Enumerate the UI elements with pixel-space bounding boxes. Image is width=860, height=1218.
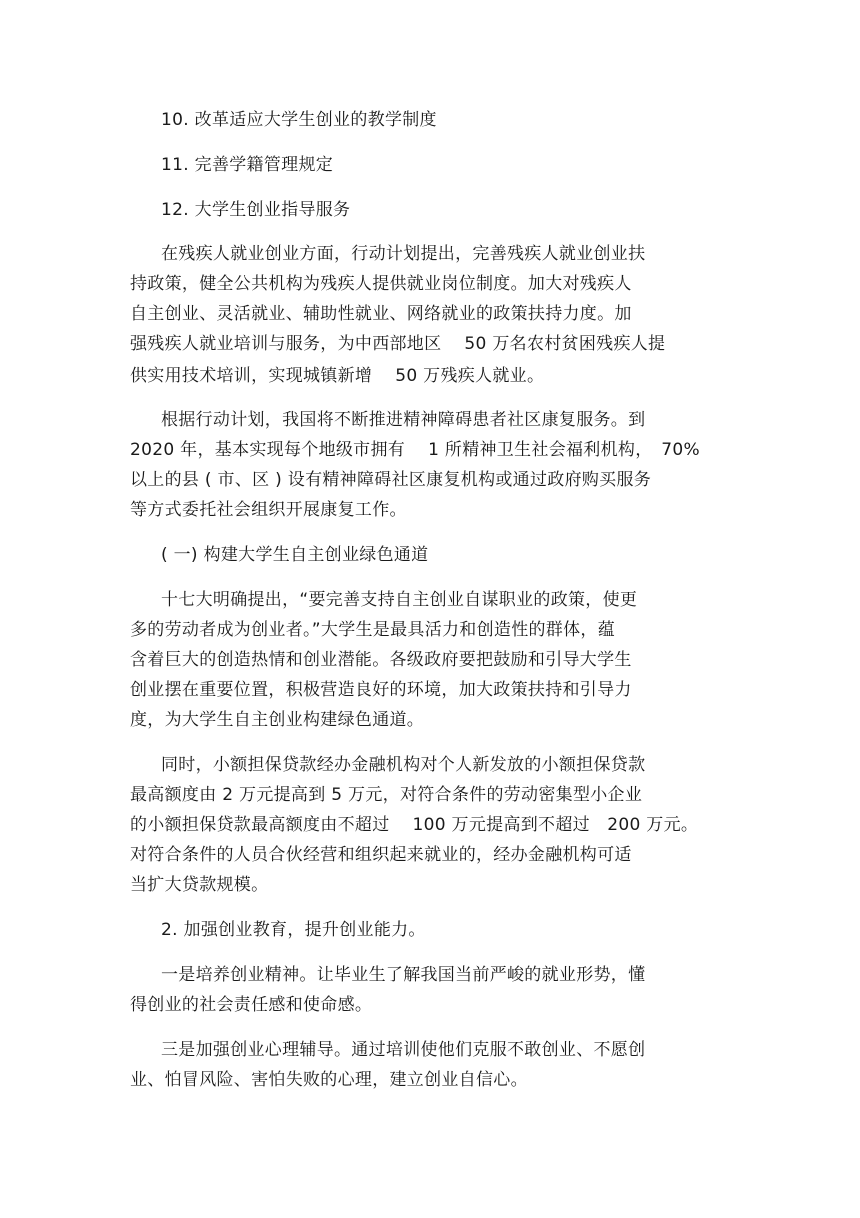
text-line: 11. 完善学籍管理规定: [161, 155, 334, 175]
text-line: 在残疾人就业创业方面，行动计划提出，完善残疾人就业创业扶: [161, 244, 646, 264]
text-line: 2020 年，基本实现每个地级市拥有 1 所精神卫生社会福利机构， 70%: [130, 440, 700, 460]
text-line: 的小额担保贷款最高额度由不超过 100 万元提高到不超过 200 万元。: [130, 815, 699, 835]
text-line: 2. 加强创业教育，提升创业能力。: [161, 920, 426, 940]
text-line: 对符合条件的人员合伙经营和组织起来就业的，经办金融机构可适: [130, 845, 632, 865]
text-line: 根据行动计划，我国将不断推进精神障碍患者社区康复服务。到: [161, 410, 646, 430]
text-line: 度，为大学生自主创业构建绿色通道。: [130, 710, 425, 730]
text-line: 同时，小额担保贷款经办金融机构对个人新发放的小额担保贷款: [161, 755, 646, 775]
text-line: 等方式委托社会组织开展康复工作。: [130, 500, 407, 520]
text-line: 业、怕冒风险、害怕失败的心理，建立创业自信心。: [130, 1070, 528, 1090]
text-line: 强残疾人就业培训与服务，为中西部地区 50 万名农村贫困残疾人提: [130, 334, 666, 354]
text-line: 得创业的社会责任感和使命感。: [130, 995, 373, 1015]
text-line: 以上的县 ( 市、区 ) 设有精神障碍社区康复机构或通过政府购买服务: [130, 470, 652, 490]
text-line: 十七大明确提出，“要完善支持自主创业自谋职业的政策，使更: [161, 590, 638, 610]
text-line: 10. 改革适应大学生创业的教学制度: [161, 110, 437, 130]
text-line: 12. 大学生创业指导服务: [161, 200, 351, 220]
text-line: 创业摆在重要位置，积极营造良好的环境，加大政策扶持和引导力: [130, 680, 632, 700]
text-line: 当扩大贷款规模。: [130, 875, 269, 895]
text-line: 持政策，健全公共机构为残疾人提供就业岗位制度。加大对残疾人: [130, 274, 632, 294]
text-line: 供实用技术培训，实现城镇新增 50 万残疾人就业。: [130, 366, 545, 386]
text-line: 最高额度由 2 万元提高到 5 万元，对符合条件的劳动密集型小企业: [130, 785, 643, 805]
text-line: 一是培养创业精神。让毕业生了解我国当前严峻的就业形势，懂: [161, 965, 646, 985]
text-line: 三是加强创业心理辅导。通过培训使他们克服不敢创业、不愿创: [161, 1040, 646, 1060]
text-line: ( 一) 构建大学生自主创业绿色通道: [161, 545, 429, 565]
text-line: 自主创业、灵活就业、辅助性就业、网络就业的政策扶持力度。加: [130, 304, 632, 324]
text-line: 多的劳动者成为创业者。”大学生是最具活力和创造性的群体，蕴: [130, 620, 616, 640]
text-line: 含着巨大的创造热情和创业潜能。各级政府要把鼓励和引导大学生: [130, 650, 632, 670]
